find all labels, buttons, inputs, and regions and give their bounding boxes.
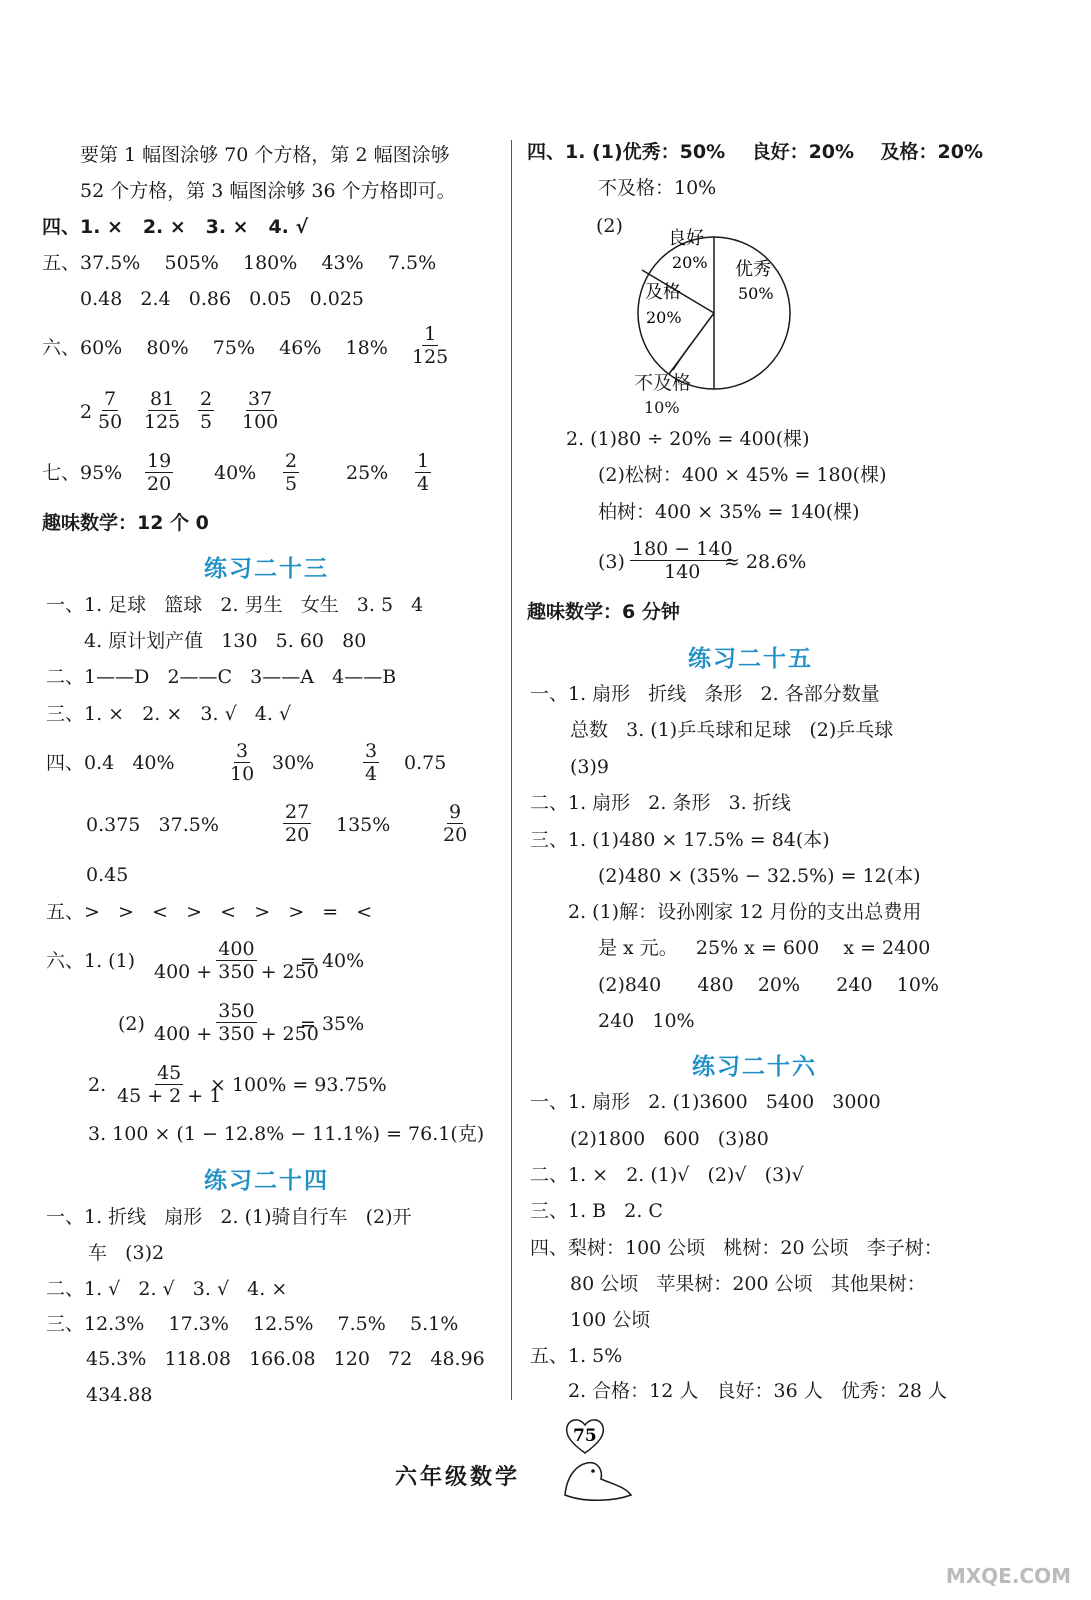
answer-value: ≈ 28.6%	[724, 551, 807, 573]
answer-line: 六、1. (1)	[46, 950, 136, 972]
fraction: $\frac{27}{20}$	[285, 801, 310, 846]
fraction: $\frac{2}{5}$	[285, 450, 298, 495]
answer-value: 30%	[272, 752, 315, 774]
fraction: $\frac{1}{4}$	[417, 450, 430, 495]
answer-line: 2. (1)解：设孙刚家 12 月份的支出总费用	[568, 901, 922, 923]
pie-value-fail: 10%	[644, 398, 680, 417]
answer-line: 2. (1)80 ÷ 20% = 400(棵)	[566, 428, 810, 450]
answer-line: 柏树：400 × 35% = 140(棵)	[598, 501, 860, 523]
answer-line: (3)9	[570, 756, 610, 778]
answer-line: 五、> > < > < > > = <	[46, 901, 373, 923]
answer-line: 一、1. 扇形 折线 条形 2. 各部分数量	[530, 683, 880, 705]
section-heading: 练习二十六	[692, 1054, 817, 1080]
section-heading: 练习二十三	[204, 556, 329, 582]
answer-line: (2)840 480 20% 240 10%	[598, 974, 939, 996]
answer-line: (2)1800 600 (3)80	[570, 1128, 769, 1150]
page-number: 75	[573, 1426, 597, 1446]
answer-line: 0.375 37.5%	[86, 814, 219, 836]
column-divider	[511, 140, 512, 1400]
answer-line: 四、0.4 40%	[46, 752, 175, 774]
answer-value: 135%	[336, 814, 391, 836]
answer-line: 3. 100 × (1 − 12.8% − 11.1%) = 76.1(克)	[88, 1123, 485, 1145]
fraction: $\frac{45}{45 + 2 + 1}$	[117, 1062, 222, 1107]
fraction: $\frac{3}{10}$	[230, 740, 255, 785]
fraction: $\frac{2}{5}$	[200, 388, 213, 433]
fraction: $\frac{81}{125}$	[144, 388, 181, 433]
answer-line: 一、1. 折线 扇形 2. (1)骑自行车 (2)开	[46, 1206, 412, 1228]
answer-line: 2.	[88, 1074, 107, 1096]
answer-line: 二、1. 扇形 2. 条形 3. 折线	[530, 792, 791, 814]
answer-line: 2. 合格：12 人 良好：36 人 优秀：28 人	[568, 1380, 948, 1402]
answer-line: 434.88	[86, 1384, 153, 1406]
answer-line: 三、1. B 2. C	[530, 1200, 663, 1222]
pie-value-good: 20%	[672, 253, 708, 272]
answer-line: 四、梨树：100 公顷 桃树：20 公顷 李子树：	[530, 1237, 943, 1259]
answer-line: 四、1. (1)优秀：50% 良好：20% 及格：20%	[527, 141, 983, 163]
fraction: $\frac{7}{50}$	[98, 388, 123, 433]
pie-value-pass: 20%	[646, 308, 682, 327]
answer-line: 三、12.3% 17.3% 12.5% 7.5% 5.1%	[46, 1313, 459, 1335]
pie-label-excellent: 优秀	[735, 259, 771, 280]
seal-mascot-icon	[555, 1445, 635, 1505]
answer-line: 100 公顷	[570, 1309, 651, 1331]
fraction: $\frac{3}{4}$	[365, 740, 378, 785]
section-heading: 练习二十四	[204, 1168, 329, 1194]
answer-line: (2)	[118, 1013, 145, 1035]
answer-value: 0.75	[404, 752, 447, 774]
answer-line: 二、1. √ 2. √ 3. √ 4. ×	[46, 1278, 288, 1300]
fraction: $\frac{37}{100}$	[242, 388, 279, 433]
answer-line: (2)480 × (35% − 32.5%) = 12(本)	[598, 865, 921, 887]
answer-value: 25%	[346, 462, 389, 484]
fraction: $\frac{1}{125}$	[412, 323, 449, 368]
answer-line: 五、37.5% 505% 180% 43% 7.5%	[42, 252, 437, 274]
answer-line: 一、1. 扇形 2. (1)3600 5400 3000	[530, 1091, 881, 1113]
answer-line: 不及格：10%	[598, 177, 717, 199]
pie-label-pass: 及格	[645, 282, 681, 303]
answer-line: 车 (3)2	[88, 1242, 165, 1264]
section-heading: 练习二十五	[688, 646, 813, 672]
answer-value: = 35%	[300, 1013, 365, 1035]
answer-line: 三、1. × 2. × 3. √ 4. √	[46, 703, 292, 725]
answer-line: 三、1. (1)480 × 17.5% = 84(本)	[530, 829, 830, 851]
text-line: 要第 1 幅图涂够 70 个方格，第 2 幅图涂够	[80, 144, 450, 166]
answer-line: 0.45	[86, 864, 129, 886]
pie-leader-line	[673, 345, 690, 370]
answer-line: 二、1——D 2——C 3——A 4——B	[46, 666, 397, 688]
fraction: $\frac{19}{20}$	[147, 450, 172, 495]
answer-line: 七、95%	[42, 462, 123, 484]
answer-line: 一、1. 足球 篮球 2. 男生 女生 3. 5 4	[46, 594, 424, 616]
answer-line: 240 10%	[598, 1010, 695, 1032]
answer-line: (2)松树：400 × 45% = 180(棵)	[598, 464, 887, 486]
answer-line: (3)	[598, 551, 625, 573]
fun-math-line: 趣味数学：12 个 0	[42, 512, 209, 534]
answer-line: (2)	[596, 215, 623, 237]
answer-value: = 40%	[300, 950, 365, 972]
watermark: MXQE.COM	[945, 1564, 1071, 1588]
pie-label-good: 良好	[668, 228, 704, 249]
answer-value: 40%	[214, 462, 257, 484]
answer-line: 0.48 2.4 0.86 0.05 0.025	[80, 288, 364, 310]
footer-title: 六年级数学	[395, 1465, 521, 1490]
answer-line: 四、1. × 2. × 3. × 4. √	[42, 216, 309, 238]
answer-line: 4. 原计划产值 130 5. 60 80	[84, 630, 367, 652]
text-line: 52 个方格，第 3 幅图涂够 36 个方格即可。	[80, 180, 456, 202]
answer-line: 总数 3. (1)乒乓球和足球 (2)乒乓球	[570, 719, 894, 741]
answer-value: × 100% = 93.75%	[210, 1074, 387, 1096]
answer-line: 80 公顷 苹果树：200 公顷 其他果树：	[570, 1273, 926, 1295]
answer-line: 二、1. × 2. (1)√ (2)√ (3)√	[530, 1164, 804, 1186]
pie-label-fail: 不及格	[634, 372, 692, 394]
answer-line: 是 x 元。 25% x = 600 x = 2400	[598, 937, 931, 959]
fraction: $\frac{350}{400 + 350 + 250}$	[154, 1000, 319, 1045]
fraction: $\frac{400}{400 + 350 + 250}$	[154, 938, 319, 983]
answer-line: 六、60% 80% 75% 46% 18%	[42, 337, 388, 359]
fraction: $\frac{9}{20}$	[443, 801, 468, 846]
fun-math-line: 趣味数学：6 分钟	[527, 601, 680, 623]
whole-number: 2	[80, 401, 93, 423]
pie-value-excellent: 50%	[738, 284, 774, 303]
answer-line: 五、1. 5%	[530, 1345, 623, 1367]
fraction: $\frac{180 - 140}{140}$	[632, 538, 733, 583]
answer-line: 45.3% 118.08 166.08 120 72 48.96	[86, 1348, 485, 1370]
